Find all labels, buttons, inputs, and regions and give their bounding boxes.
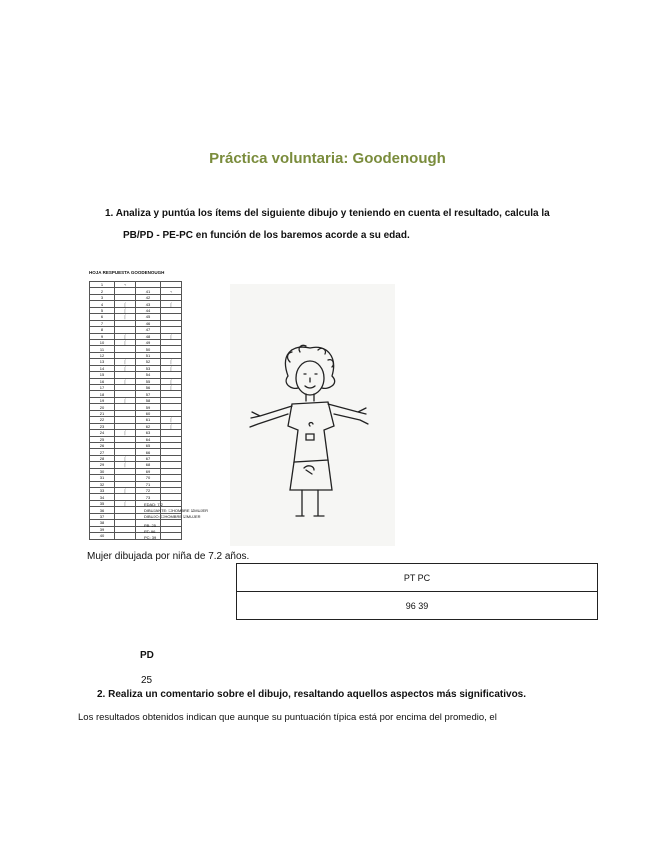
item-number-cell: 23	[90, 423, 115, 429]
item-number-cell: 24	[90, 430, 115, 436]
results-header: PT PC	[237, 564, 598, 592]
item-number-cell: 58	[136, 397, 161, 403]
item-mark-cell: ⌠	[115, 301, 136, 307]
pd-label: PD	[140, 650, 154, 661]
document-title: Práctica voluntaria: Goodenough	[209, 150, 446, 167]
item-number-cell: 71	[136, 481, 161, 487]
pd-value: 25	[141, 675, 153, 686]
child-drawing-image	[230, 284, 395, 546]
item-number-cell: 29	[90, 462, 115, 468]
item-mark-cell: ⌠	[161, 333, 182, 339]
item-number-cell: 68	[136, 462, 161, 468]
item-mark-cell: ⌠	[115, 365, 136, 371]
item-number-cell: 50	[136, 346, 161, 352]
item-number-cell: 10	[90, 339, 115, 345]
item-number-cell: 13	[90, 359, 115, 365]
item-number-cell: 20	[90, 404, 115, 410]
item-number-cell: 51	[136, 352, 161, 358]
item-number-cell: 11	[90, 346, 115, 352]
item-number-cell: 6	[90, 314, 115, 320]
item-mark-cell: ¬	[161, 288, 182, 294]
item-number-cell: 47	[136, 327, 161, 333]
item-number-cell: 36	[90, 507, 115, 513]
item-number-cell: 7	[90, 320, 115, 326]
item-mark-cell: ⌠	[115, 430, 136, 436]
item-number-cell: 8	[90, 327, 115, 333]
item-number-cell: 45	[136, 314, 161, 320]
item-number-cell: 21	[90, 410, 115, 416]
results-table	[236, 563, 598, 620]
item-number-cell: 44	[136, 307, 161, 313]
item-number-cell: 70	[136, 475, 161, 481]
item-number-cell: 5	[90, 307, 115, 313]
question-2: 2. Realiza un comentario sobre el dibujo, resaltando aquellos aspectos más significativos.	[97, 689, 527, 700]
edad-field: EDAD: 7.2	[144, 502, 163, 507]
item-number-cell: 65	[136, 442, 161, 448]
item-number-cell: 32	[90, 481, 115, 487]
item-number-cell: 66	[136, 449, 161, 455]
item-number-cell: 42	[136, 294, 161, 300]
item-number-cell: 61	[136, 417, 161, 423]
item-number-cell: 39	[90, 526, 115, 532]
item-number-cell: 18	[90, 391, 115, 397]
item-number-cell: 3	[90, 294, 115, 300]
item-number-cell: 4	[90, 301, 115, 307]
dibujante-field: DIBUJANTE: ☐HOMBRE ☑MUJER	[144, 508, 209, 513]
item-mark-cell: ¬	[115, 282, 136, 288]
item-number-cell: 63	[136, 430, 161, 436]
item-number-cell: 69	[136, 468, 161, 474]
dibujo-field: DIBUJO: ☐HOMBRE ☑MUJER	[144, 514, 201, 519]
item-number-cell: 41	[136, 288, 161, 294]
item-mark-cell: ⌠	[161, 417, 182, 423]
item-number-cell: 30	[90, 468, 115, 474]
item-mark-cell: ⌠	[115, 359, 136, 365]
item-number-cell: 40	[90, 533, 115, 539]
item-mark-cell: ⌠	[115, 397, 136, 403]
item-mark-cell: ⌠	[115, 307, 136, 313]
item-number-cell: 19	[90, 397, 115, 403]
item-mark-cell: ⌠	[161, 359, 182, 365]
item-number-cell: 56	[136, 385, 161, 391]
pt-field: PT: 96	[144, 529, 156, 534]
item-number-cell: 2	[90, 288, 115, 294]
item-number-cell: 35	[90, 500, 115, 506]
answer-sheet-title: HOJA RESPUESTA GOODENOUGH	[89, 270, 165, 275]
item-mark-cell: ⌠	[161, 365, 182, 371]
item-number-cell: 12	[90, 352, 115, 358]
item-number-cell: 67	[136, 455, 161, 461]
comment-text: Los resultados obtenidos indican que aunque su puntuación típica está por encima del promedio, el	[78, 712, 497, 723]
item-number-cell: 54	[136, 372, 161, 378]
item-number-cell: 73	[136, 494, 161, 500]
item-number-cell: 9	[90, 333, 115, 339]
pc-field: PC: 39	[144, 535, 157, 540]
item-number-cell: 31	[90, 475, 115, 481]
item-mark-cell: ⌠	[115, 500, 136, 506]
item-number-cell: 17	[90, 385, 115, 391]
item-number-cell: 26	[90, 442, 115, 448]
item-mark-cell: ⌠	[115, 455, 136, 461]
answer-sheet-info	[144, 502, 208, 541]
answer-grid	[89, 281, 182, 540]
item-number-cell: 22	[90, 417, 115, 423]
item-number-cell: 62	[136, 423, 161, 429]
item-number-cell: 64	[136, 436, 161, 442]
item-mark-cell: ⌠	[115, 378, 136, 384]
item-mark-cell: ⌠	[115, 339, 136, 345]
item-number-cell: 46	[136, 320, 161, 326]
item-number-cell: 49	[136, 339, 161, 345]
item-number-cell: 57	[136, 391, 161, 397]
item-number-cell: 43	[136, 301, 161, 307]
item-number-cell: 34	[90, 494, 115, 500]
item-number-cell: 27	[90, 449, 115, 455]
item-mark-cell: ⌠	[115, 462, 136, 468]
item-number-cell: 72	[136, 488, 161, 494]
pb-field: PB: 25	[144, 523, 157, 528]
item-mark-cell	[115, 533, 136, 539]
drawing-caption: Mujer dibujada por niña de 7.2 años.	[87, 551, 250, 562]
item-number-cell: 55	[136, 378, 161, 384]
item-number-cell: 28	[90, 455, 115, 461]
item-number-cell: 48	[136, 333, 161, 339]
item-mark-cell: ⌠	[161, 385, 182, 391]
question-1-line-1: 1. Analiza y puntúa los ítems del siguiente dibujo y teniendo en cuenta el resultado, calcula la	[105, 208, 550, 219]
item-number-cell: 52	[136, 359, 161, 365]
item-mark-cell: ⌠	[115, 314, 136, 320]
item-number-cell: 33	[90, 488, 115, 494]
item-number-cell: 15	[90, 372, 115, 378]
item-number-cell: 59	[136, 404, 161, 410]
item-mark-cell: ⌠	[161, 378, 182, 384]
question-1-line-2: PB/PD - PE-PC en función de los baremos acorde a su edad.	[123, 230, 410, 241]
item-mark-cell: ⌠	[161, 423, 182, 429]
results-values: 96 39	[237, 592, 598, 620]
woman-figure-sketch	[230, 284, 395, 546]
item-number-cell: 16	[90, 378, 115, 384]
item-number-cell: 53	[136, 365, 161, 371]
item-number-cell: 14	[90, 365, 115, 371]
item-number-cell: 38	[90, 520, 115, 526]
item-number-cell: 25	[90, 436, 115, 442]
item-number-cell: 1	[90, 282, 115, 288]
item-mark-cell: ⌠	[115, 333, 136, 339]
item-mark-cell: ⌠	[115, 488, 136, 494]
item-number-cell: 37	[90, 513, 115, 519]
item-mark-cell: ⌠	[161, 301, 182, 307]
answer-sheet	[87, 270, 225, 546]
item-number-cell: 60	[136, 410, 161, 416]
